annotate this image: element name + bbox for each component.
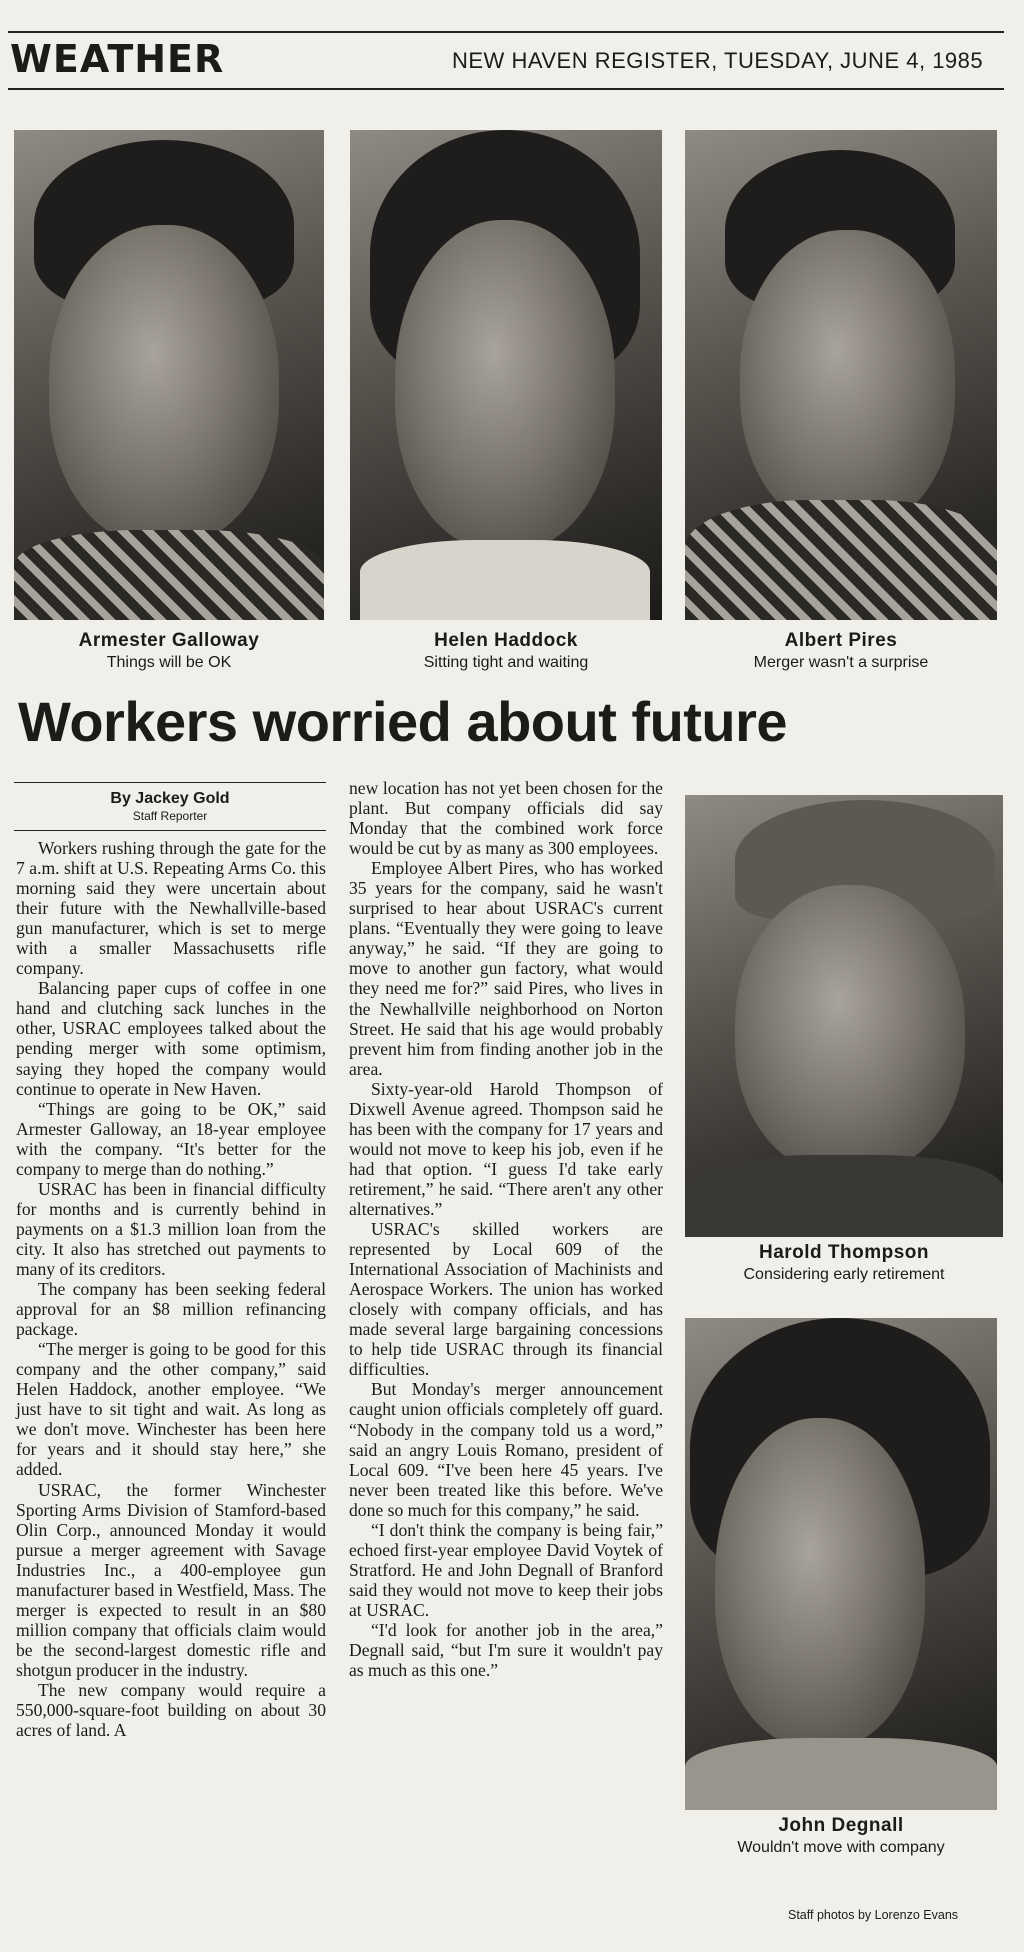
- photo-credit: Staff photos by Lorenzo Evans: [788, 1908, 959, 1922]
- dateline: NEW HAVEN REGISTER, TUESDAY, JUNE 4, 1985: [452, 48, 984, 73]
- caption-albert-pires: [685, 630, 997, 672]
- paragraph: Sixty-year-old Harold Thompson of Dixwell Avenue agreed. Thompson said he has been with the company for 17 years and would not move to keep his job, even if he had that option. “I guess I'd take early retirement,” he said. “There aren't any other alternatives.”: [349, 1078, 663, 1219]
- paragraph: The company has been seeking federal approval for an $8 million refinancing package.: [16, 1279, 326, 1340]
- paragraph: The new company would require a 550,000-square-foot building on about 30 acres of land. A: [16, 1679, 326, 1741]
- caption-quote: Merger wasn't a surprise: [753, 654, 929, 671]
- paragraph: “I'd look for another job in the area,” Degnall said, “but I'm sure it wouldn't pay as much as this one.”: [349, 1619, 663, 1681]
- caption-quote: Things will be OK: [106, 654, 232, 671]
- caption-name: Harold Thompson: [758, 1242, 930, 1263]
- byline-author: By Jackey Gold: [110, 790, 230, 807]
- paragraph: “Things are going to be OK,” said Armester Galloway, an 18-year employee with the company. “It's better for the company to merge than do nothing.”: [16, 1098, 326, 1179]
- caption-name: Armester Galloway: [78, 630, 260, 651]
- masthead-rule-top: [8, 31, 1004, 33]
- caption-name: John Degnall: [778, 1815, 904, 1836]
- caption-armester-galloway: [14, 630, 324, 672]
- caption-quote: Considering early retirement: [743, 1266, 945, 1283]
- caption-name: Albert Pires: [784, 630, 898, 651]
- byline: [14, 790, 326, 823]
- caption-harold-thompson: [685, 1242, 1003, 1284]
- paragraph: “The merger is going to be good for this company and the other company,” said Helen Haddock, another employee. “We just have to sit tight and wait. As long as we don't move. Winchester has been here for years and it should stay here,” she added.: [16, 1339, 326, 1480]
- paragraph: USRAC has been in financial difficulty for months and is currently behind in payments on a $1.3 million loan from the city. It also has stretched out payments to many of its creditors.: [16, 1178, 326, 1279]
- byline-role: Staff Reporter: [132, 809, 208, 823]
- byline-rule-top: [14, 782, 326, 783]
- paragraph: But Monday's merger announcement caught union officials completely off guard. “Nobody in the company told us a word,” said an angry Louis Romano, president of Local 609. “I've been here 45 years. I've never been treated like this before. We've done so much for this company,” he said.: [349, 1379, 663, 1520]
- paragraph: USRAC's skilled workers are represented by Local 609 of the International Association of Machinists and Aerospace Workers. The union has worked closely with company officials, and has made several large bargaining concessions to help tide USRAC through its financial difficulties.: [349, 1219, 663, 1380]
- paragraph: USRAC, the former Winchester Sporting Arms Division of Stamford-based Olin Corp., announced Monday it would pursue a merger agreement with Savage Industries Inc., a 400-employee gun manufacturer based in Westfield, Mass. The merger is expected to result in an $80 million company that officials claim would be the second-largest domestic rifle and shotgun producer in the industry.: [16, 1479, 326, 1680]
- section-title: WEATHER: [10, 37, 225, 81]
- photo-helen-haddock: [350, 130, 662, 620]
- byline-rule-bottom: [14, 830, 326, 831]
- photo-armester-galloway: [14, 130, 324, 620]
- paragraph: “I don't think the company is being fair,” echoed first-year employee David Voytek of Stratford. He and John Degnall of Branford said they would not move to keep their jobs at USRAC.: [349, 1519, 663, 1620]
- photo-albert-pires: [685, 130, 997, 620]
- paragraph: Employee Albert Pires, who has worked 35 years for the company, said he wasn't surprised to hear about USRAC's current plans. “Eventually they were going to leave anyway,” he said. “If they are going to move to another gun factory, what would they need me for?” said Pires, who lives in the Newhallville neighborhood on Norton Street. He said that his age would probably prevent him from finding another job in the area.: [349, 858, 663, 1079]
- headline: Workers worried about future: [18, 690, 788, 753]
- caption-quote: Wouldn't move with company: [737, 1839, 945, 1856]
- caption-name: Helen Haddock: [434, 630, 578, 651]
- paragraph: Workers rushing through the gate for the 7 a.m. shift at U.S. Repeating Arms Co. this morning said they were uncertain about their future with the Newhallville-based gun manufacturer, which is set to merge with a smaller Massachusetts rifle company.: [16, 838, 326, 979]
- caption-helen-haddock: [350, 630, 662, 672]
- caption-john-degnall: [685, 1815, 997, 1857]
- paragraph: new location has not yet been chosen for the plant. But company officials did say Monday that the combined work force would be cut by as many as 300 employees.: [349, 778, 663, 859]
- caption-quote: Sitting tight and waiting: [423, 654, 589, 671]
- article-column-1: [16, 838, 326, 1740]
- article-column-2: [349, 778, 663, 1680]
- paragraph: Balancing paper cups of coffee in one hand and clutching sack lunches in the other, USRAC employees talked about the pending merger with some optimism, saying they hoped the company would continue to operate in New Haven.: [16, 978, 326, 1099]
- photo-harold-thompson: [685, 795, 1003, 1237]
- masthead-rule-bottom: [8, 88, 1004, 90]
- photo-john-degnall: [685, 1318, 997, 1810]
